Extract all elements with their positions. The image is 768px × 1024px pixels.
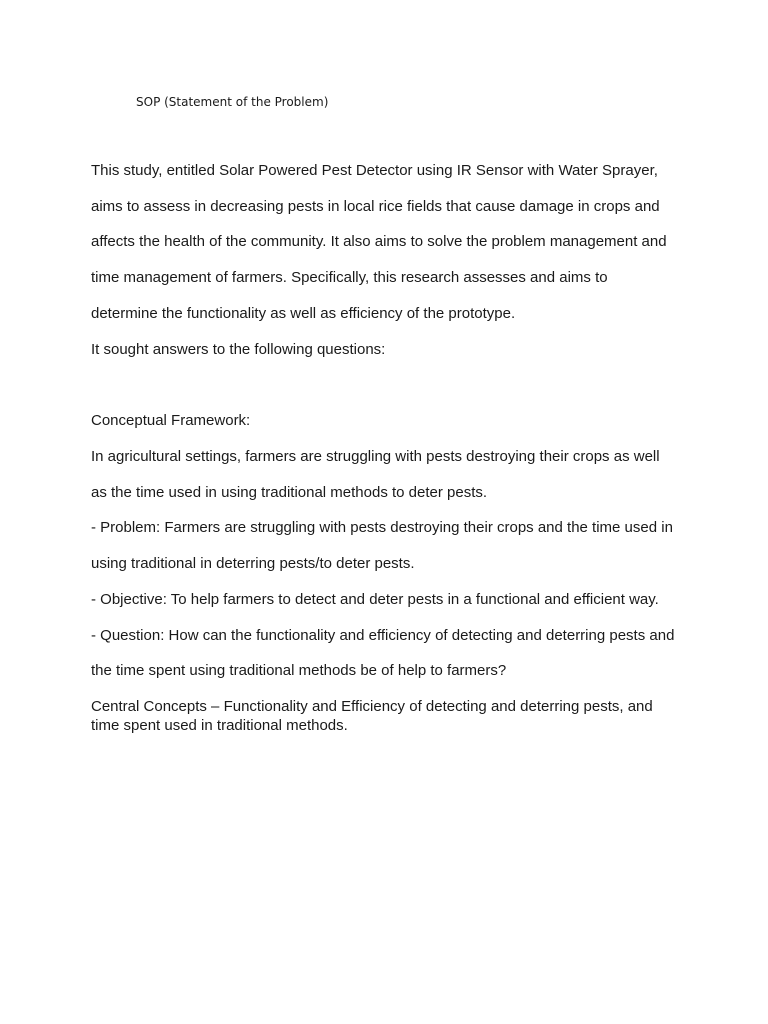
objective-line: - Objective: To help farmers to detect and deter pests in a functional and efficient way. — [91, 591, 659, 608]
sop-paragraph-line: aims to assess in decreasing pests in local rice fields that cause damage in crops and — [91, 198, 660, 215]
framework-intro-line: as the time used in using traditional methods to deter pests. — [91, 484, 488, 501]
sop-paragraph-line: affects the health of the community. It also aims to solve the problem management and — [91, 233, 667, 250]
central-concepts-line: time spent used in traditional methods. — [91, 717, 348, 734]
framework-intro-line: In agricultural settings, farmers are struggling with pests destroying their crops as well — [91, 448, 660, 465]
problem-line: using traditional in deterring pests/to deter pests. — [91, 555, 415, 572]
question-line: - Question: How can the functionality and efficiency of detecting and deterring pests and — [91, 627, 675, 644]
question-line: the time spent using traditional methods be of help to farmers? — [91, 662, 507, 679]
problem-line: - Problem: Farmers are struggling with pests destroying their crops and the time used in — [91, 519, 673, 536]
questions-intro: It sought answers to the following questions: — [91, 341, 386, 358]
sop-paragraph-line: time management of farmers. Specifically, this research assesses and aims to — [91, 269, 608, 286]
conceptual-framework-title: Conceptual Framework: — [91, 412, 251, 429]
sop-paragraph-line: This study, entitled Solar Powered Pest Detector using IR Sensor with Water Sprayer, — [91, 162, 658, 179]
page-heading: SOP (Statement of the Problem) — [136, 95, 329, 109]
central-concepts-line: Central Concepts – Functionality and Efficiency of detecting and deterring pests, and — [91, 698, 653, 715]
sop-paragraph-line: determine the functionality as well as efficiency of the prototype. — [91, 305, 516, 322]
